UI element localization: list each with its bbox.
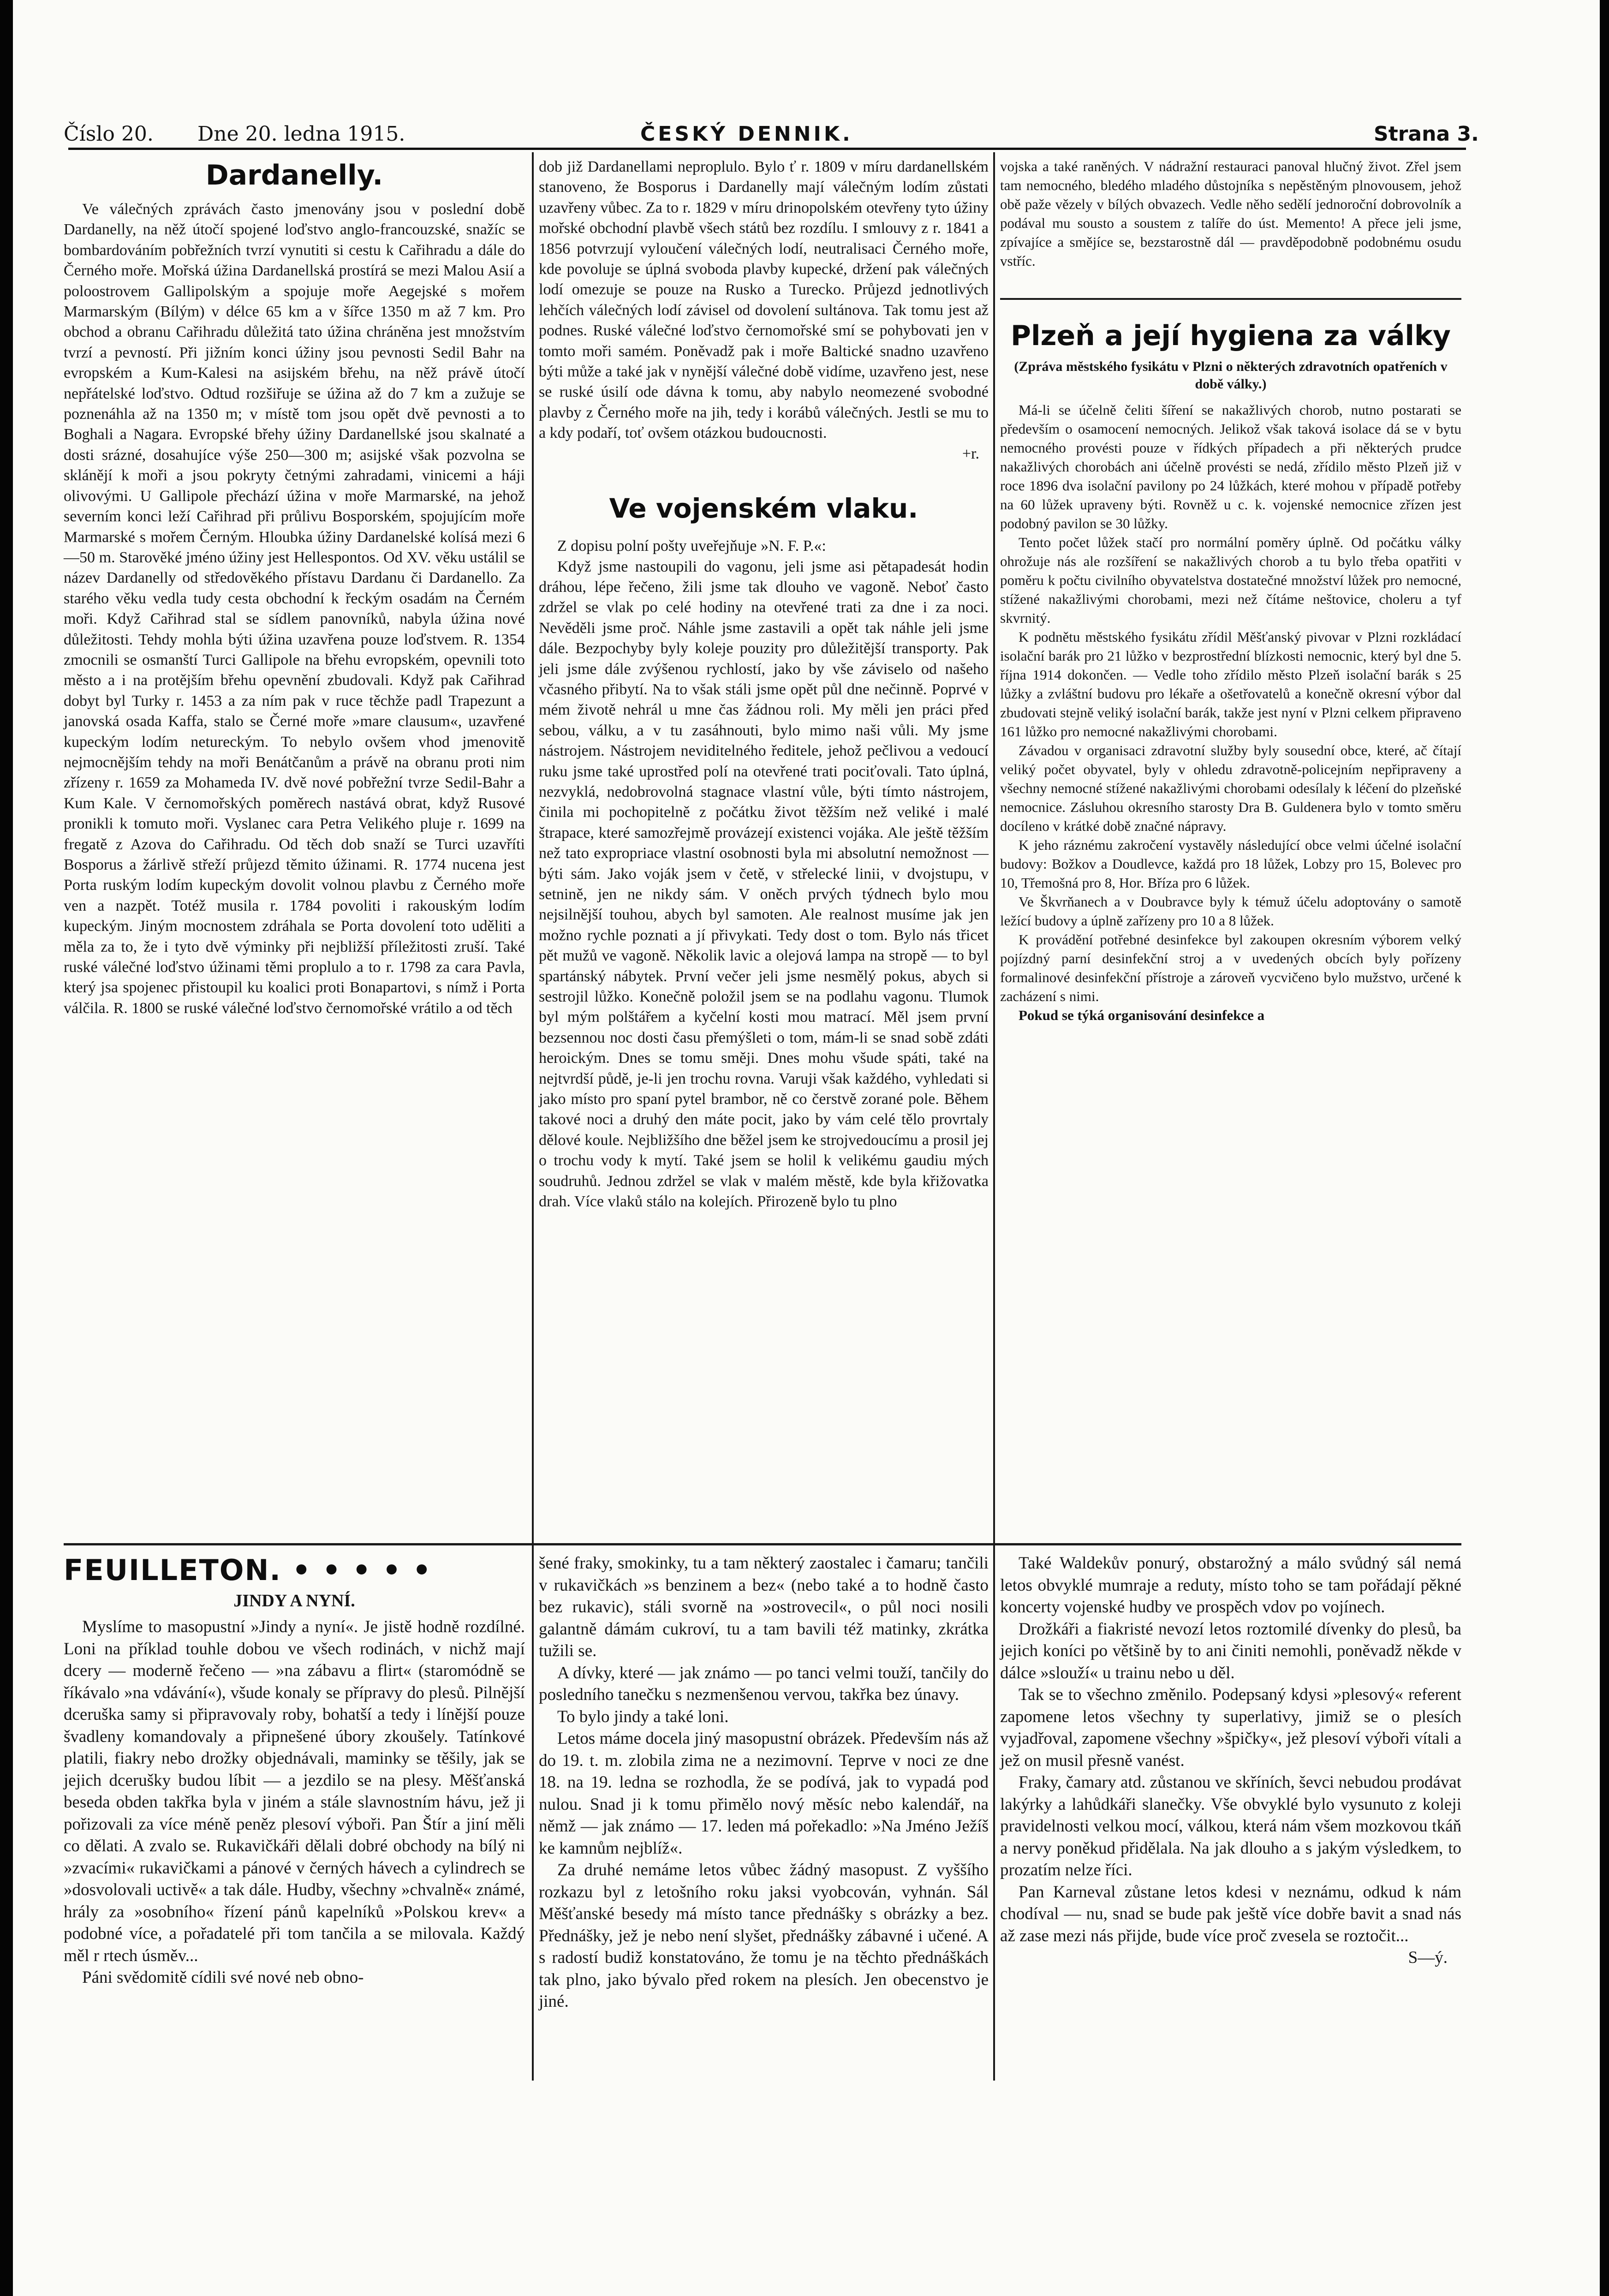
feuilleton-column-1	[64, 1552, 525, 1989]
article-vlak-text: Když jsme nastoupili do vagonu, jeli jsme asi pětapadesát hodin dráhou, lépe řečeno, žili jsme tak dlouho ve vagoně. Neboť často zdržel se vlak po celé hodiny na otevřené trati za dne i za noci. Nevěděli jsme proč. Náhle jsme zastavili a opět tak náhle jeli jsme dále. Bezpochyby byly koleje pouzity pro důležitější transporty. Pak jeli jsme dále zvýšenou rychlostí, jako by vše záviselo od našeho včasného přibytí. Na to však stáli jsme opět půl dne nečinně. Poprvé v mém životě nehrál u mne čas žádnou roli. My měli jen práci před sebou, válku, a v tu zasáhnouti, bylo mimo naši vůli. My jsme nástrojem. Nástrojem neviditelného ředitele, jehož pečlivou a vedoucí ruku jsme také uprostřed polí na otevřené trati pociťovali. Tato úplná, nezvyklá, nedobrovolná stagnace vlastní vůle, býti tímto nástrojem, činila mi pochopitelně z počátku život těžším než veliké i malé štrapace, které samozřejmě provázejí existenci vojáka. Ale ještě těžším než tato expropriace vlastní osobnosti byla mi absolutní nemožnost — býti sám. Jako voják jsem v četě, v střelecké linii, v dvojstupu, v setnině, jen ne nikdy sám. V oněch prvých týdnech bylo mou nejsilnější touhou, abych byl samoten. Ale realnost musíme jak jen možno rychle poznati a jí přivykati. Tedy dost o tom. Bylo nás třicet pět mužů ve vagoně. Několik lavic a olejová lampa na stropě — to byl spartánský nábytek. První večer jeli jsme nesmělý pokus, abych si sestrojil lůžko. Konečně položil jsem se na podlahu vagonu. Tlumok byl mým polštářem a kyčelní kosti mou matrací. Měl jsem první bezsennou noc dosti času přemýšleti o tom, mám-li se snad sobě zdáti heroickým. Dnes se tomu směji. Dnes mohu všude spáti, také na nejtvrdší půdě, je-li jen trochu rovna. Varuji však každého, vyhledati si jako místo pro spaní pytel brambor, ně co čerstvě zorané pole. Během takové noci a druhý den máte pocit, jako by vám celé tělo provrtaly dělové koule. Nejbližšího dne běžel jsem ke strojvedoucímu a prosil jej o trochu vody k mytí. Také jsem se holil k velikému gaudiu mých soudruhů. Jednou zdržel se vlak v malém městě, kde byla křižovatka drah. Více vlaků stálo na kolejích. Přirozeně bylo tu plno	[539, 558, 989, 1211]
feuilleton-heading: FEUILLETON. • • • • •	[64, 1553, 432, 1587]
feuilleton-paragraph: Pan Karneval zůstane letos kdesi v neznámu, odkud k nám chodíval — nu, snad se bude pak ještě více dobře bavit a snad nás až zase mezi nás přijde, bude více proč zvesela se roztočit...	[1000, 1882, 1461, 1945]
article-plzen-paragraph: Ve Škvrňanech a v Doubravce byly k témuž účelu adoptovány o samotě ležící budovy a úplně zařízeny pro 10 a 8 lůžek.	[1000, 894, 1461, 929]
feuilleton-paragraph: Letos máme docela jiný masopustní obrázek. Především nás až do 19. t. m. zlobila zima ne a nezimovní. Teprve v noci ze dne 18. na 19. ledna se rozhodla, že se podívá, jak to vypadá pod nulou. Snad ji k tomu přimělo nový měsíc nebo kalendář, na němž — jak známo — 17. leden má pořekadlo: »Na Jméno Ježíš ke kamnům nejblíž«.	[539, 1729, 989, 1858]
article-vlak-continued-text: vojska a také raněných. V nádražní restauraci panoval hlučný život. Zřel jsem tam nemocného, bledého mladého důstojníka s nepěstěným plnovousem, jehož obě paže vězely v bílých obvazech. Vedle něho sedělí jednoroční dobrovolník a podával mu sousto a soustem z talíře do úst. Memento! A přece jeli jsme, zpívajíce a smějíce se, bezstarostně dál — pravděpodobně podobnému osudu vstříc.	[1000, 158, 1461, 269]
article-dardanelly-text: Ve válečných zprávách často jmenovány jsou v poslední době Dardanelly, na něž útočí spojené loďstvo anglo-francouzské, snažíc se bombardováním pobřežních tvrzí vynutiti si cestu k Cařihradu a dále do Černého moře. Mořská úžina Dardanellská prostírá se mezi Malou Asií a poloostrovem Gallipolským a spojuje moře Aegejské s mořem Marmarským (Bílým) v délce 65 km a v šířce 1350 m až 7 km. Pro obchod a obranu Cařihradu důležitá tato úžina chráněna jest množstvím tvrzí a pevností. Při jižním konci úžiny jsou pevnosti Sedil Bahr na evropském a Kum-Kalesi na asijském břehu, na něž právě útočí nepřátelské loďstvo. Odtud rozšiřuje se úžina až do 7 km a zužuje se poznenáhla až na 1350 m; v místě tom jsou opět dvě pevnosti a to Boghali a Nagara. Evropské břehy úžiny Dardanellské jsou skalnaté a dosti srázné, dosahujíce výše 250—300 m; asijské však pozvolna se sklánějí k moři a jsou pokryty četnými zahradami, vinicemi a háji olivovými. U Gallipole přechází úžina v moře Marmarské, na jehož severním konci leží Cařihrad při průlivu Bosporském, spojujícím moře Marmarské s mořem Černým. Hloubka úžiny Dardanelské kolísá mezi 6—50 m. Starověké jméno úžiny jest Hellespontos. Od XV. věku ustálil se název Dardanelly od středověkého přístavu Dardanu či Dardanello. Za starého věku vedla tudy cesta obchodní k řeckým osadám na Černém moři. Když Cařihrad stal se sídlem panovníků, nabyla úžina nové důležitosti. Tehdy mohla býti úžina uzavřena pouze loďstvem. R. 1354 zmocnili se osmanští Turci Gallipole na břehu evropském, opevnili toto město a i na protějším břehu opevnění zbudovali. Když pak Cařihrad dobyt byl Turky r. 1453 a za ním pak v ruce těchže padl Trapezunt a janovská osada Kaffa, stalo se Černé moře »mare clausum«, uzavřené kupeckým lodím netureckým. To nebylo ovšem vhod jmenovitě nejmocnějším tehdy na moři Benátčanům a právě na obranu proti nim zřízeny r. 1659 za Mohameda IV. dvě nové pobřežní tvrze Sedil-Bahr a Kum Kale. V černomořských poměrech nastává obrat, když Rusové pronikli k tomuto moři. Vyslanec cara Petra Velikého pluje r. 1699 na fregatě z Azova do Cařihradu. Od těch dob snaží se Turci uzavříti Bosporus a žárlivě střeží průjezd těmito úžinami. R. 1774 nucena jest Porta ruským lodím kupeckým dovolit volnou plavbu z Černého moře ven a nazpět. Totéž musila r. 1784 povoliti i rakouským lodím kupeckým. Jiným mocnostem zdráhala se Porta dovolení toto uděliti a měla za to, že i tyto dvě výminky při nejbližší příležitosti zruší. Také ruské válečné loďstvo úžinami těmi proplulo a to r. 1798 za cara Pavla, který jsa spojenec přistoupil ku koalici proti Bonapartovi, s nímž i Porta válčila. R. 1800 se ruské válečné loďstvo černomořské vrátilo a od těch	[64, 201, 525, 1017]
article-plzen-paragraph: K jeho ráznému zakročení vystavěly následující obce velmi účelné isolační budovy: Božkov a Doudlevce, každá pro 18 lůžek, Lobzy pro 15, Bolevec pro 10, Třemošná pro 8, Hor. Bříza pro 6 lůžek.	[1000, 837, 1461, 891]
page-number: Strana 3.	[1374, 122, 1479, 146]
feuilleton-column-2	[539, 1552, 989, 2013]
feuilleton-paragraph: Fraky, čamary atd. zůstanou ve skříních, ševci nebudou prodávat lakýrky a lahůdkáři slanečky. Vše obvyklé bylo vysunuto z koleji pravidelnosti velkou mocí, válkou, která nám všem mozkovou tkáň a nervy poněkud přidělala. Na jak dlouho a s jakým výsledkem, to prozatím nelze říci.	[1000, 1773, 1461, 1879]
article-plzen-heading: Plzeň a její hygiena za války	[1010, 320, 1451, 352]
article-plzen-subheading: (Zpráva městského fysikátu v Plzni o některých zdravotních opatřeních v době války.)	[1014, 359, 1448, 392]
article-plzen-paragraph: Tento počet lůžek stačí pro normální poměry úplně. Od počátku války ohrožuje nás ale rozšíření se nakažlivých chorob a tu bylo třeba opatřiti v poměru k počtu civilního obyvatelstva dostatečné množství lůžek pro nemocné, stížené nakažlivými chorobami, mezi než čítáme neštovice, choleru a tyf skvrnitý.	[1000, 534, 1461, 626]
article-plzen-paragraph: Má-li se účelně čeliti šíření se nakažlivých chorob, nutno postarati se především o osamocení nemocných. Jelikož však taková isolace dá se v bytu nemocného provésti pouze v řídkých případech a při některých prudce nakažlivých chorobách ani účelně provésti se nedá, zřídilo město Plzeň již v roce 1896 dva isolační pavilony po 24 lůžkách, které mohou v případě potřeby na 60 lůžek upraveny býti. Rovněž u c. k. vojenské nemocnice zřízen jest podobný pavilon se 30 lůžky.	[1000, 402, 1461, 531]
article-vlak-heading: Ve vojenském vlaku.	[609, 493, 918, 525]
article-plzen-paragraph: K provádění potřebné desinfekce byl zakoupen okresním výborem velký pojízdný parní desinfekční stroj a v uvedených obcích byly pořízeny formalinové desinfekční přístroje a zároveň vycvičeno bylo mužstvo, určené k zacházení s nimi.	[1000, 931, 1461, 1004]
feuilleton-paragraph: To bylo jindy a také loni.	[557, 1707, 729, 1726]
article-dardanelly-heading: Dardanelly.	[205, 159, 383, 191]
article-dardanelly-signature: +r.	[962, 445, 979, 462]
column-rule-2	[993, 152, 995, 2081]
issue-number: Číslo 20.	[64, 122, 154, 146]
article-vlak-intro: Z dopisu polní pošty uveřejňuje »N. F. P.«:	[557, 537, 826, 555]
feuilleton-paragraph: Drožkáři a fiakristé nevozí letos roztomilé dívenky do plesů, ba jejich koníci po většině by to ani činiti nemohli, poněvadž někde v dálce »slouží« u trainu nebo u děl.	[1000, 1619, 1461, 1682]
feuilleton-title: JINDY A NYNÍ.	[233, 1591, 355, 1610]
article-vlak-continued	[1000, 157, 1461, 1025]
feuilleton-paragraph: Myslíme to masopustní »Jindy a nyní«. Je jistě hodně rozdílné. Loni na příklad touhle dobou ve všech rodinách, v nichž mají dcery — moderně řečeno — »na zábavu a flirt« (staromódně se říkávalo »na vdávání«), všude konaly se přípravy do plesů. Pilnější dceruška samy si připravovaly roby, bohatší a tedy i línější pouze švadleny komandovaly a připnešené úbory zkoušely. Tatínkové platili, fiakry nebo drožky objednávali, maminky se těšily, jak se jejich dcerušky budou líbit — a jezdilo se na plesy. Měšťanská beseda obden takřka byla v jiném a stále slavnostním hávu, jež ji pořizovali za více méně peněz plesoví výboři. Pan Štír a jiní měli co dělati. A zvalo se. Rukavičkáři dělali dobré obchody na bílý ni »zvacími« rukavičkami a pánové v černých hávech a cylindrech se »dosvolovali uctivě« a tak dále. Hudby, všechny »chvalně« známé, hrály za »osobního« řízení pánů kapelníků »Polskou krev« a podobné více, a pořadatelé při tom tančila a se milovala. Každý měl r rtech úsměv...	[64, 1617, 525, 1965]
feuilleton-paragraph: Za druhé nemáme letos vůbec žádný masopust. Z vyššího rozkazu byl z letošního roku jaksi vyobcován, vyhnán. Sál Měšťanské besedy má místo tance přednášky s obrázky a bez. Přednášky, jež je nebo není slyšet, přednášky zábavné i učené. A s radostí budiž konstatováno, že tomu je na těchto přednáškách tak plno, jako bývalo před rokem na plesích. Jen obecenstvo je jiné.	[539, 1861, 989, 2011]
masthead-rule	[68, 148, 1466, 150]
column-rule-1	[532, 152, 534, 2081]
newspaper-title: ČESKÝ DENNIK.	[640, 122, 853, 146]
issue-date: Dne 20. ledna 1915.	[197, 122, 405, 146]
article-dardanelly	[64, 157, 525, 1019]
feuilleton-signature: S—ý.	[1408, 1948, 1448, 1967]
feuilleton-paragraph: šené fraky, smokinky, tu a tam některý zaostalec i čamaru; tančili v rukavičkách »s benzinem a bez« (nebo také a to hodně často bez rukavic), stáli svorně na »ostrovecil«, o půl noci nosili galantně dámám cukroví, tu a tam bavili též matinky, zkrátka tužili se.	[539, 1554, 989, 1660]
feuilleton-paragraph: A dívky, které — jak známo — po tanci velmi touží, tančily do posledního tanečku s nezmenšenou vervou, takřka bez únavy.	[539, 1663, 989, 1704]
article-plzen-paragraph: K podnětu městského fysikátu zřídil Měšťanský pivovar v Plzni rozkládací isolační barák pro 21 lůžko v bezprostřední blízkosti nemocnic, který byl dne 5. října 1914 dokončen. — Vedle toho zřídilo město Plzeň isolační barák s 25 lůžky a zvláštní budovu pro lékaře a ošetřovatelů a konečně okresní výbor dal zbudovati stejně veliký isolační barák, takže jest nyní v Plzni celkem připraveno 161 lůžko pro nemocné nakažlivými chorobami.	[1000, 629, 1461, 739]
feuilleton-paragraph: Také Waldekův ponurý, obstarožný a málo svůdný sál nemá letos obvyklé mumraje a reduty, místo toho se tam pořádají pěkné koncerty vojenské hudby ve prospěch vdov po vojínech.	[1000, 1554, 1461, 1616]
article-dardanelly-continued	[539, 157, 989, 1212]
article-plzen-paragraph: Pokud se týká organisování desinfekce a	[1019, 1007, 1265, 1023]
section-rule	[1000, 298, 1461, 300]
feuilleton-column-3	[1000, 1552, 1461, 1969]
newspaper-page	[13, 0, 1600, 2296]
feuilleton-paragraph: Páni svědomitě cídili své nové neb obno-	[82, 1968, 364, 1987]
article-dardanelly-continued-text: dob již Dardanellami neproplulo. Bylo ť r. 1809 v míru dardanellském stanoveno, že Bosporus i Dardanelly mají válečným lodím zůstati uzavřeny vůbec. Za to r. 1829 v míru drinopolském otevřeny tyto úžiny mořské obchodní plavbě všech států bez rozdílu. I smlouvy z r. 1841 a 1856 potvrzují vyloučení válečných lodí, neutralisaci Černého moře, kde povoluje se úplná svoboda plavby kupecké, držení pak válečných lodí omezuje se pouze na Rusko a Turecko. Průjezd jednotlivých lehčích válečných lodí závisel od dovolení sultánova. Tak tomu jest až podnes. Ruské válečné loďstvo černomořské smí se pohybovati jen v tomto moři samém. Poněvadž pak i moře Baltické snadno uzavřeno býti může a také jak v nynější válečné době vidíme, uzavřeno jest, nese se ruské úsilí ode dávna k tomu, aby nabylo neomezené svobodné plavby z Černého moře na jih, tedy i korábů válečných. Jestli se mu to a kdy podaří, toť ovšem otázkou budoucnosti.	[539, 158, 989, 442]
feuilleton-rule	[64, 1543, 1461, 1545]
article-plzen-paragraph: Závadou v organisaci zdravotní služby byly sousední obce, které, ač čítají veliký počet obyvatel, byly v ohledu zdravotně-policejním nepřipraveny a všechny nemocné stížené nakažlivými chorobami odesílaly k léčení do plzeňské nemocnice. Zásluhou okresního starosty Dra B. Guldenera bylo v tomto směru docíleno v krátké době značné nápravy.	[1000, 742, 1461, 834]
feuilleton-paragraph: Tak se to všechno změnilo. Podepsaný kdysi »plesový« referent zapomene letos všechny ty superlativy, jimiž se o plesích vyjadřoval, zapomene všechny »špičky«, jež plesoví výboři vítali a jež on musil přesně vanést.	[1000, 1685, 1461, 1770]
